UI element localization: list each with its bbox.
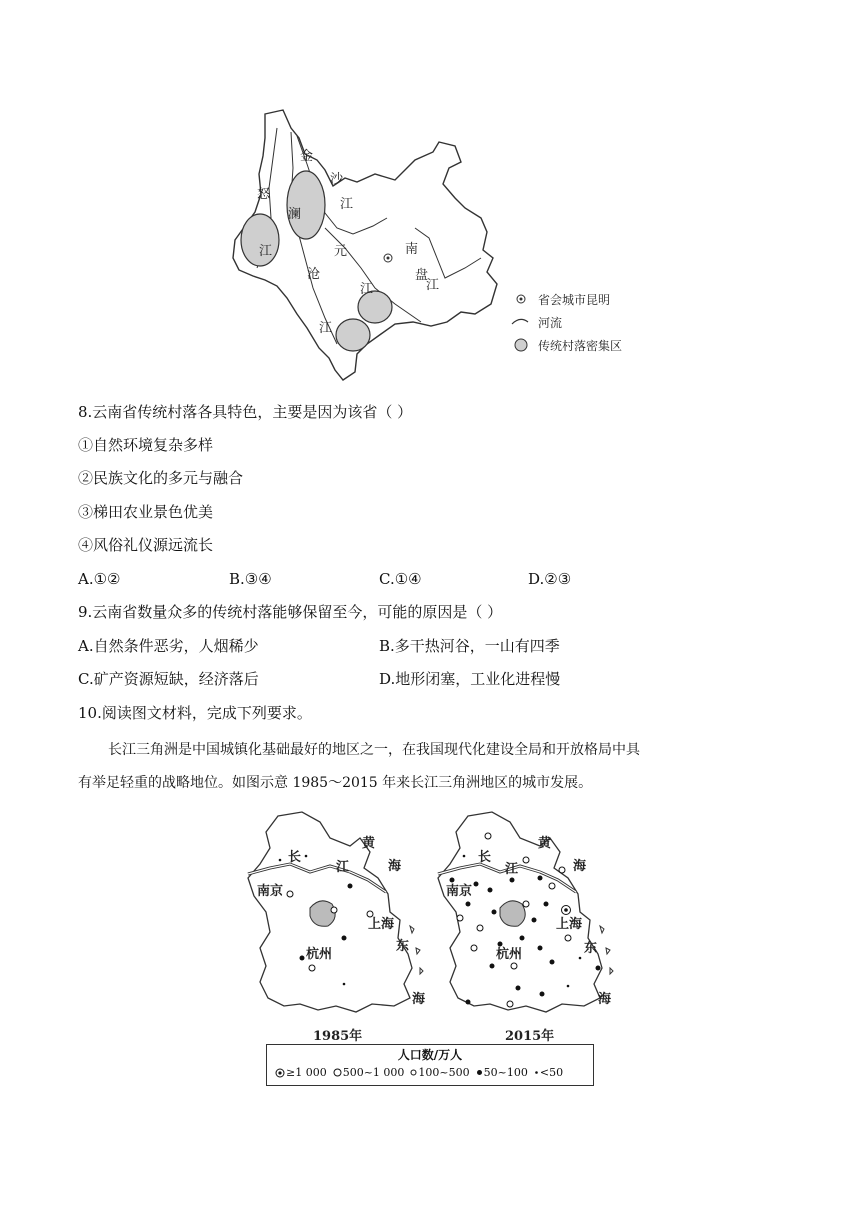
q10-paragraph-line1: 长江三角洲是中国城镇化基础最好的地区之一，在我国现代化建设全局和开放格局中具 bbox=[108, 742, 640, 758]
legend-symbol-100 bbox=[410, 1069, 417, 1076]
river-label-jiang1: 江 bbox=[340, 197, 354, 212]
river-label-jiang2: 江 bbox=[319, 321, 333, 336]
q8-item-2: ②民族文化的多元与融合 bbox=[78, 469, 244, 487]
label-hai2-1985: 海 bbox=[412, 992, 426, 1007]
q9-option-b: B.多干热河谷，一山有四季 bbox=[379, 637, 560, 655]
year-1985: 1985年 bbox=[313, 1029, 363, 1044]
q8-item-4: ④风俗礼仪源远流长 bbox=[78, 536, 214, 554]
city-small-1985 bbox=[279, 859, 282, 862]
q10-stem: 10.阅读图文材料，完成下列要求。 bbox=[78, 704, 312, 722]
legend-items bbox=[275, 1066, 563, 1079]
legend-label-500: 500~1 000 bbox=[342, 1066, 405, 1079]
shanghai-marker-inner-2015 bbox=[564, 908, 568, 912]
q8-stem: 8.云南省传统村落各具特色，主要是因为该省（ ） bbox=[78, 403, 413, 421]
q9-option-c: C.矿产资源短缺，经济落后 bbox=[78, 670, 259, 688]
city-small-1985 bbox=[305, 855, 308, 858]
legend-village-symbol bbox=[515, 339, 527, 351]
yrd-map-1985 bbox=[240, 808, 430, 1023]
river-label-nu: 怒 bbox=[257, 187, 271, 202]
label-chang-2015: 长 bbox=[478, 850, 492, 865]
river-label-cang: 沧 bbox=[307, 267, 321, 282]
legend-capital-label: 省会城市昆明 bbox=[538, 293, 611, 307]
legend-symbol-lt50 bbox=[534, 1070, 539, 1075]
label-hai-1985: 海 bbox=[388, 859, 402, 874]
river-label-jiang4: 江 bbox=[360, 282, 374, 297]
city-dot-1985 bbox=[348, 884, 353, 889]
river-label-sha: 沙 bbox=[330, 172, 344, 187]
legend-item bbox=[410, 1066, 469, 1079]
river-label-jiang5: 江 bbox=[426, 278, 440, 293]
legend-item bbox=[476, 1066, 528, 1079]
legend-label-50: 50~100 bbox=[483, 1066, 528, 1079]
q8-item-3: ③梯田农业景色优美 bbox=[78, 503, 214, 521]
legend-symbol-1000 bbox=[275, 1068, 285, 1078]
label-hangzhou-1985: 杭州 bbox=[306, 947, 333, 962]
label-huang-1985: 黄 bbox=[362, 836, 376, 851]
label-shanghai-1985: 上海 bbox=[368, 917, 395, 932]
label-jiang-2015: 江 bbox=[505, 862, 519, 877]
q8-item-1: ①自然环境复杂多样 bbox=[78, 436, 214, 454]
legend-item bbox=[534, 1066, 563, 1079]
legend-item bbox=[275, 1066, 327, 1079]
q8-option-d: D.②③ bbox=[528, 570, 572, 588]
legend-capital-dot bbox=[520, 298, 523, 301]
year-2015: 2015年 bbox=[505, 1029, 555, 1044]
river-label-nan: 南 bbox=[405, 242, 419, 257]
river-label-jin: 金 bbox=[300, 149, 314, 164]
q10-paragraph-line2: 有举足轻重的战略地位。如图示意 1985～2015 年来长江三角洲地区的城市发展。 bbox=[78, 775, 593, 791]
label-dong-1985: 东 bbox=[396, 939, 410, 954]
river-label-jiang3: 江 bbox=[259, 244, 273, 259]
q9-option-d: D.地形闭塞，工业化进程慢 bbox=[379, 670, 561, 688]
legend-label-1000: ≥1 000 bbox=[286, 1066, 327, 1079]
legend-river-label: 河流 bbox=[538, 316, 563, 330]
legend-title: 人口数/万人 bbox=[397, 1048, 463, 1062]
city-circle-1985 bbox=[331, 907, 337, 913]
label-hai-2015: 海 bbox=[573, 859, 587, 874]
q8-option-a: A.①② bbox=[78, 570, 121, 588]
yrd-map-2015 bbox=[430, 808, 620, 1023]
q8-option-c: C.①④ bbox=[379, 570, 422, 588]
legend-label-100: 100~500 bbox=[418, 1066, 470, 1079]
label-shanghai-2015: 上海 bbox=[556, 917, 583, 932]
label-jiang-1985: 江 bbox=[336, 860, 350, 875]
river-label-pan: 盘 bbox=[415, 268, 429, 283]
legend-symbol-50 bbox=[476, 1069, 483, 1076]
label-chang-1985: 长 bbox=[288, 850, 302, 865]
q8-option-b: B.③④ bbox=[229, 570, 272, 588]
city-circle-1985 bbox=[287, 891, 293, 897]
population-legend bbox=[266, 1044, 594, 1086]
city-small-1985 bbox=[343, 983, 346, 986]
river-label-lan: 澜 bbox=[288, 207, 302, 222]
label-dong-2015: 东 bbox=[584, 941, 598, 956]
village-cluster bbox=[336, 319, 370, 351]
q9-option-a: A.自然条件恶劣，人烟稀少 bbox=[78, 637, 259, 655]
taihu-lake-1985 bbox=[310, 901, 335, 926]
legend-village-label: 传统村落密集区 bbox=[538, 339, 623, 353]
taihu-lake-2015 bbox=[500, 901, 525, 926]
legend-symbol-500 bbox=[333, 1068, 342, 1077]
label-nanjing-2015: 南京 bbox=[446, 884, 473, 899]
city-dot-1985 bbox=[300, 956, 305, 961]
river-label-yuan: 元 bbox=[334, 244, 348, 259]
legend-river-symbol bbox=[512, 319, 528, 324]
city-circle-1985 bbox=[309, 965, 315, 971]
city-dot-1985 bbox=[342, 936, 347, 941]
label-nanjing-1985: 南京 bbox=[257, 884, 284, 899]
q9-stem: 9.云南省数量众多的传统村落能够保留至今，可能的原因是（ ） bbox=[78, 603, 503, 621]
kunming-marker-inner bbox=[387, 257, 390, 260]
label-huang-2015: 黄 bbox=[538, 836, 552, 851]
legend-label-lt50: <50 bbox=[539, 1066, 564, 1079]
legend-item bbox=[333, 1066, 405, 1079]
label-hai2-2015: 海 bbox=[598, 992, 612, 1007]
label-hangzhou-2015: 杭州 bbox=[496, 947, 523, 962]
